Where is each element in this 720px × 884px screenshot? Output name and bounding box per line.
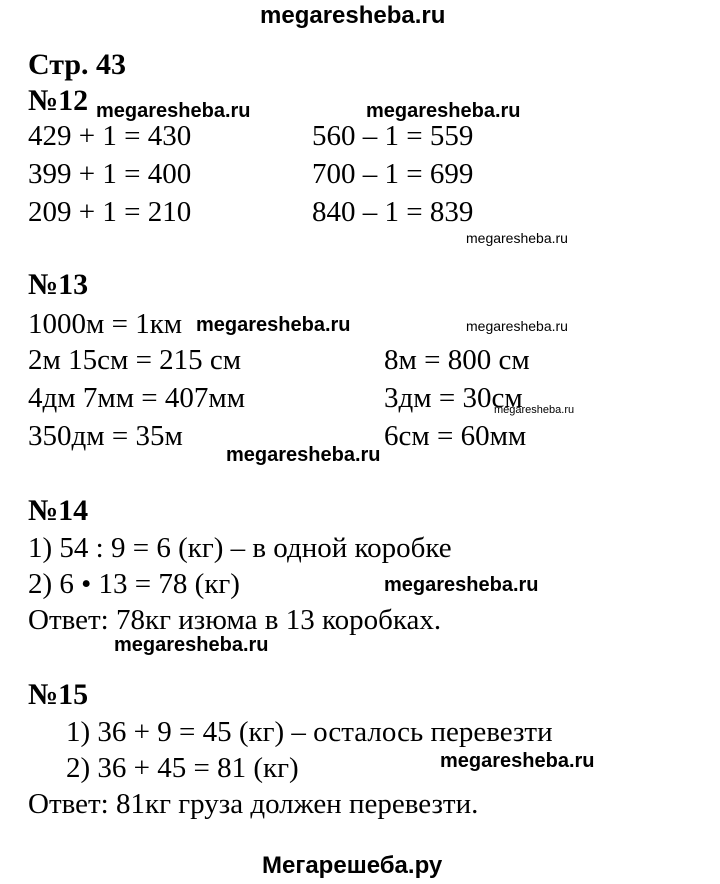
watermark: megaresheba.ru	[494, 404, 575, 416]
task13-right-line: 6см = 60мм	[384, 420, 527, 452]
task14-line: 2) 6 • 13 = 78 (кг)	[28, 568, 240, 600]
task15-line: 2) 36 + 45 = 81 (кг)	[66, 752, 299, 784]
task13-right-line: 8м = 800 см	[384, 344, 530, 376]
watermark: megaresheba.ru	[226, 444, 381, 466]
task13-number: №13	[28, 268, 89, 301]
task12-right-line: 840 – 1 = 839	[312, 196, 474, 228]
watermark: megaresheba.ru	[466, 318, 568, 334]
task14-line: 1) 54 : 9 = 6 (кг) – в одной коробке	[28, 532, 452, 564]
page-label: Стр. 43	[28, 48, 127, 81]
task12-left-line: 429 + 1 = 430	[28, 120, 192, 152]
task12-right-line: 560 – 1 = 559	[312, 120, 474, 152]
watermark: megaresheba.ru	[384, 574, 539, 596]
task14-number: №14	[28, 494, 89, 527]
task14-answer: Ответ: 78кг изюма в 13 коробках.	[28, 604, 442, 636]
task15-answer: Ответ: 81кг груза должен перевезти.	[28, 788, 479, 820]
task15-number: №15	[28, 678, 89, 711]
watermark: megaresheba.ru	[114, 634, 269, 656]
task12-right-line: 700 – 1 = 699	[312, 158, 474, 190]
task13-first-line: 1000м = 1км	[28, 308, 183, 340]
header-watermark: megaresheba.ru	[260, 2, 446, 29]
watermark: megaresheba.ru	[366, 100, 521, 122]
watermark: megaresheba.ru	[440, 750, 595, 772]
task13-right-line: 3дм = 30см	[384, 382, 523, 414]
task12-number: №12	[28, 84, 89, 117]
task15-line: 1) 36 + 9 = 45 (кг) – осталось перевезти	[66, 716, 553, 748]
watermark: megaresheba.ru	[96, 100, 251, 122]
footer-watermark: Мегарешеба.ру	[262, 852, 443, 879]
watermark: megaresheba.ru	[196, 314, 351, 336]
task13-left-line: 4дм 7мм = 407мм	[28, 382, 246, 414]
watermark: megaresheba.ru	[466, 230, 568, 246]
task13-left-line: 2м 15см = 215 см	[28, 344, 242, 376]
task13-left-line: 350дм = 35м	[28, 420, 183, 452]
task12-left-line: 209 + 1 = 210	[28, 196, 192, 228]
task12-left-line: 399 + 1 = 400	[28, 158, 192, 190]
